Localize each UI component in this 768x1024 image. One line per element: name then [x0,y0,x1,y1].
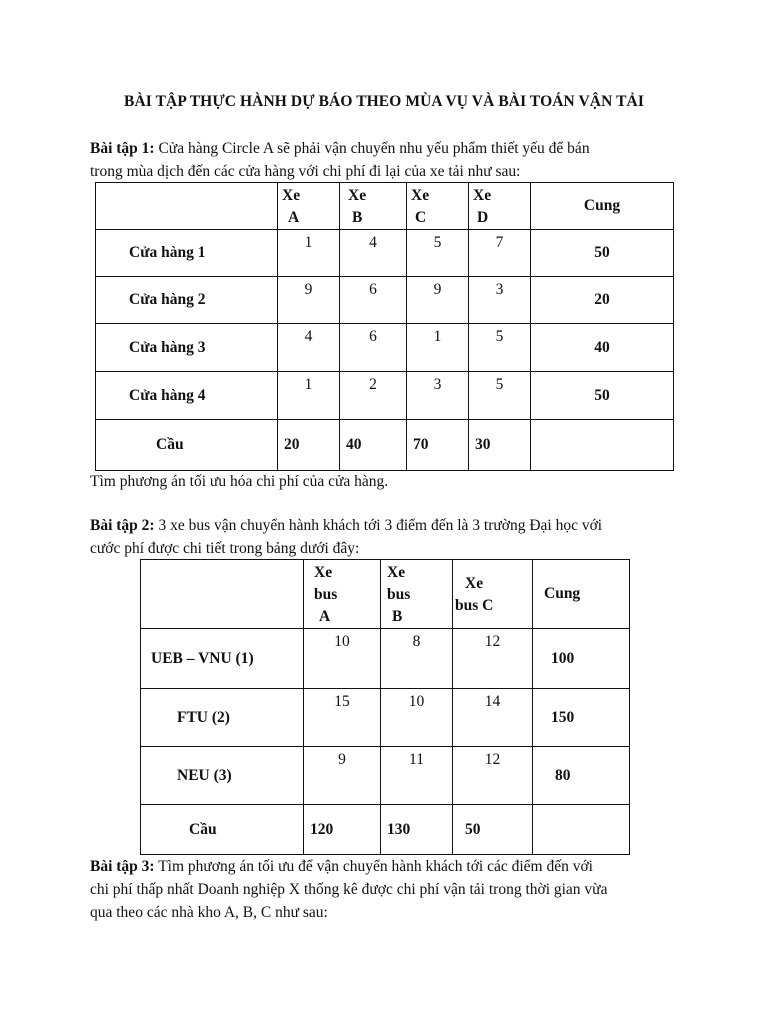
table-row [141,747,630,805]
cost-cell: 6 [340,324,407,372]
demand-cell: 130 [381,805,453,855]
cost-cell: 6 [340,277,407,324]
cost-cell: 4 [278,324,340,372]
document-title: BÀI TẬP THỰC HÀNH DỰ BÁO THEO MÙA VỤ VÀ BÀI TOÁN VẬN TẢI [124,93,644,110]
cost-cell: 12 [453,747,533,805]
cost-cell: 14 [453,689,533,747]
exercise-2-line-1: 3 xe bus vận chuyển hành khách tới 3 điểm đến là 3 trường Đại học với [154,517,603,534]
supply-cell: 20 [531,277,674,324]
row-label: UEB – VNU (1) [141,629,304,689]
demand-label: Cầu [141,805,304,855]
table-row [96,230,674,277]
column-header-truck-d: Xe D [469,183,531,230]
exercise-3-label: Bài tập 3: [90,858,155,875]
demand-row [96,420,674,471]
cost-cell: 12 [453,629,533,689]
demand-row [141,805,630,855]
exercise-3-intro [90,855,607,924]
exercise-1-line-2: trong mùa dịch đến các cửa hàng với chi phí đi lại của xe tải như sau: [90,163,521,180]
exercise-3-line-3: qua theo các nhà kho A, B, C như sau: [90,904,328,921]
demand-label: Cầu [96,420,278,471]
column-header-bus-c: Xe bus C [453,560,533,629]
table-header-row [96,183,674,230]
exercise-3-line-1: Tìm phương án tối ưu để vận chuyển hành khách tới các điểm đến với [154,858,593,875]
supply-cell: 40 [531,324,674,372]
cost-cell: 8 [381,629,453,689]
exercise-1-intro [90,137,590,183]
row-label: Cửa hàng 2 [96,277,278,324]
table-header-row [141,560,630,629]
table-row [141,629,630,689]
cost-cell: 11 [381,747,453,805]
row-label: NEU (3) [141,747,304,805]
exercise-1-footer: Tìm phương án tối ưu hóa chi phí của cửa hàng. [90,473,389,490]
exercise-1-line-1: Cửa hàng Circle A sẽ phải vận chuyển nhu yếu phẩm thiết yếu để bán [154,140,590,157]
column-header-supply: Cung [533,560,630,629]
exercise-2-intro [90,514,602,560]
cost-cell: 5 [469,372,531,420]
demand-cell: 40 [340,420,407,471]
table-row [96,324,674,372]
column-header-bus-b: Xe bus B [381,560,453,629]
cost-cell: 5 [469,324,531,372]
row-label: Cửa hàng 4 [96,372,278,420]
supply-cell: 50 [531,372,674,420]
table-row [96,372,674,420]
demand-cell: 120 [304,805,381,855]
cost-cell: 15 [304,689,381,747]
demand-cell: 50 [453,805,533,855]
exercise-3-line-2: chi phí thấp nhất Doanh nghiệp X thống kê được chi phí vận tải trong thời gian vừa [90,881,608,898]
cost-cell: 9 [304,747,381,805]
cost-cell: 3 [407,372,469,420]
row-label: FTU (2) [141,689,304,747]
exercise-1-label: Bài tập 1: [90,140,155,157]
row-label: Cửa hàng 1 [96,230,278,277]
column-header-supply: Cung [531,183,674,230]
column-header-truck-b: Xe B [340,183,407,230]
demand-cell: 20 [278,420,340,471]
cost-cell: 10 [304,629,381,689]
exercise-1-cost-table [95,182,674,471]
supply-cell: 80 [533,747,630,805]
cost-cell: 9 [278,277,340,324]
column-header-truck-a: Xe A [278,183,340,230]
cost-cell: 7 [469,230,531,277]
cost-cell: 4 [340,230,407,277]
table-row [96,277,674,324]
cost-cell: 1 [278,372,340,420]
exercise-2-label: Bài tập 2: [90,517,155,534]
supply-cell: 50 [531,230,674,277]
corner-cell [96,183,278,230]
cost-cell: 2 [340,372,407,420]
column-header-bus-a: Xe bus A [304,560,381,629]
cost-cell: 3 [469,277,531,324]
empty-cell [533,805,630,855]
column-header-truck-c: Xe C [407,183,469,230]
supply-cell: 150 [533,689,630,747]
table-row [141,689,630,747]
empty-cell [531,420,674,471]
cost-cell: 1 [278,230,340,277]
cost-cell: 10 [381,689,453,747]
demand-cell: 70 [407,420,469,471]
exercise-2-cost-table [140,559,630,855]
exercise-2-line-2: cước phí được chi tiết trong bảng dưới đây: [90,540,360,557]
cost-cell: 5 [407,230,469,277]
demand-cell: 30 [469,420,531,471]
cost-cell: 9 [407,277,469,324]
corner-cell [141,560,304,629]
row-label: Cửa hàng 3 [96,324,278,372]
supply-cell: 100 [533,629,630,689]
cost-cell: 1 [407,324,469,372]
